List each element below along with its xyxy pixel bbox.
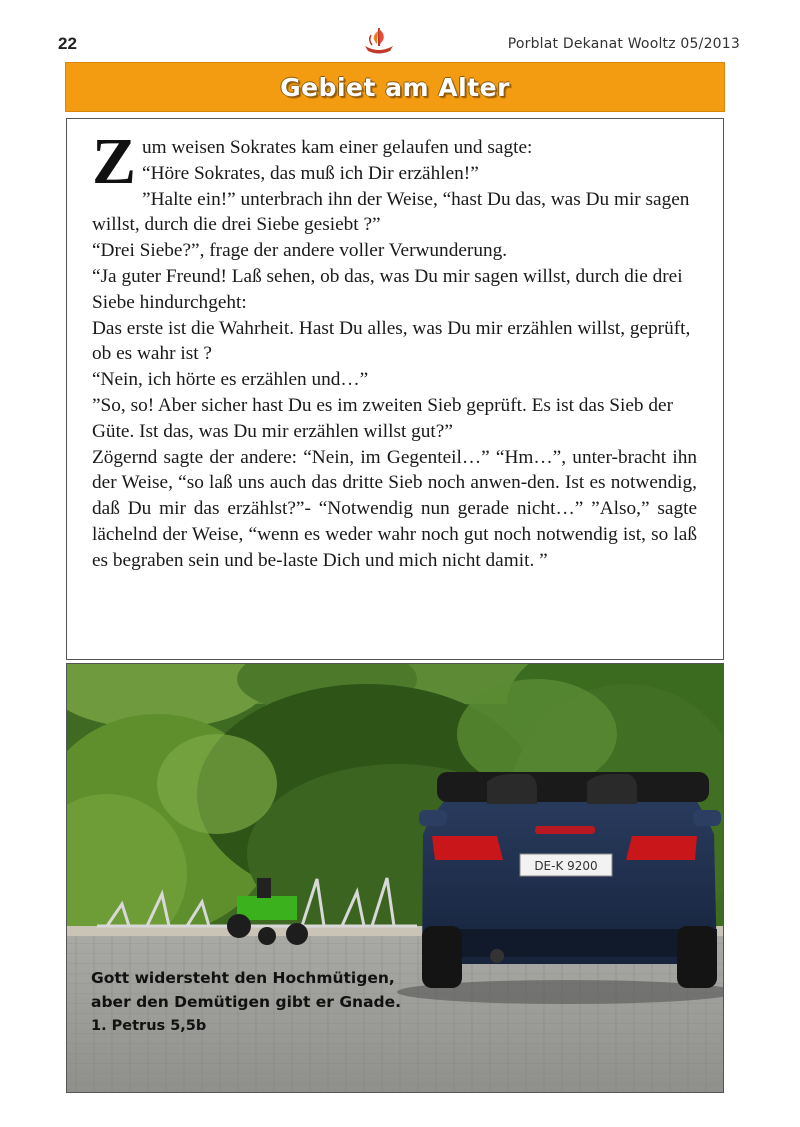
story-box <box>66 118 724 660</box>
story-line: um weisen Sokrates kam einer gelaufen und sagte: <box>142 137 533 158</box>
license-plate-text: DE-K 9200 <box>534 859 598 873</box>
dropcap: Z <box>92 125 137 198</box>
story-line: ”Halte ein!” unterbrach ihn der Weise, “hast Du das, was Du mir sagen willst, durch die drei Siebe gesiebt ?” <box>92 188 690 236</box>
photo-car-parking <box>66 663 724 1093</box>
photo-caption <box>91 966 401 1038</box>
publication-header: Porblat Dekanat Wooltz 05/2013 <box>507 36 740 52</box>
page-title: Gebiet am Alter <box>280 72 510 102</box>
caption-line-2: aber den Demütigen gibt er Gnade. <box>91 993 402 1011</box>
story-line: Zögernd sagte der andere: “Nein, im Gegenteil…” “Hm…”, unter-bracht ihn der Weise, “so laß uns auch das dritte Sieb noch anwen-den. Ist es notwendig, daß Du mir das erzählst?”- “Notwendig nun gerade nicht…” ”Also,” sagte lächelnd der Weise, “wenn es weder wahr noch gut noch notwendig ist, so laß es begraben sein und be-laste Dich und mich nicht damit. ” <box>92 446 697 571</box>
caption-line-1: Gott widersteht den Hochmütigen, <box>91 969 395 987</box>
story-line: ”So, so! Aber sicher hast Du es im zweiten Sieb geprüft. Es ist das Sieb der Güte. Ist das, was Du mir erzählen willst gut?” <box>92 394 673 442</box>
story-line: Das erste ist die Wahrheit. Hast Du alles, was Du mir erzählen willst, geprüft, ob es wahr ist ? <box>92 317 691 365</box>
story-text <box>92 125 697 574</box>
story-line: “Nein, ich hörte es erzählen und…” <box>92 369 369 391</box>
story-line: “Drei Siebe?”, frage der andere voller Verwunderung. <box>92 240 508 262</box>
caption-reference: 1. Petrus 5,5b <box>91 1018 207 1034</box>
page-number: 22 <box>58 34 77 53</box>
ship-logo-icon <box>361 24 397 58</box>
story-line: “Höre Sokrates, das muß ich Dir erzählen!” <box>142 162 479 184</box>
title-banner <box>65 62 725 112</box>
story-line: “Ja guter Freund! Laß sehen, ob das, was Du mir sagen willst, durch die drei Siebe hindurchgeht: <box>92 265 683 313</box>
